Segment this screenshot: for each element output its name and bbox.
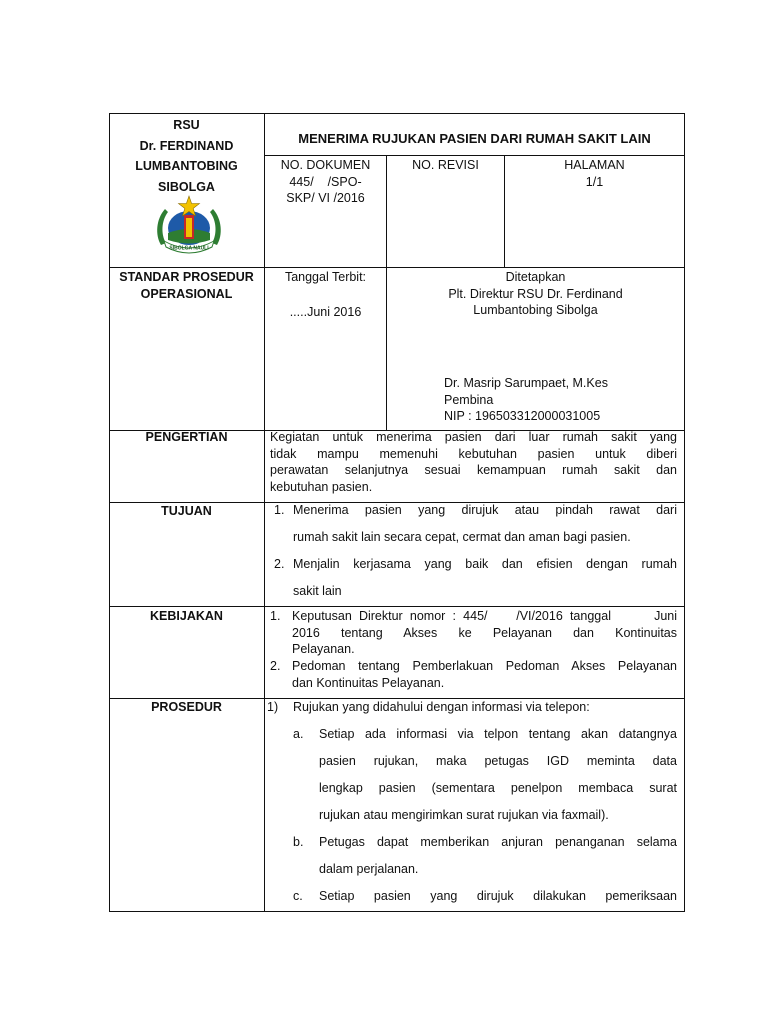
hospital-line-3: LUMBANTOBING xyxy=(135,159,238,173)
tanggal-terbit-value: .....Juni 2016 xyxy=(289,305,362,319)
border-header-bottom xyxy=(109,267,685,268)
spo-label-line-2: OPERASIONAL xyxy=(140,286,233,301)
prosedur-sub-a-line-2: pasien rujukan, maka petugas IGD meminta data xyxy=(319,754,677,768)
hospital-name xyxy=(109,115,264,197)
pengertian-text xyxy=(270,429,677,495)
tujuan-item-1 xyxy=(270,497,677,551)
tanggal-terbit-label: Tanggal Terbit: xyxy=(284,270,367,284)
halaman-cell xyxy=(505,157,684,190)
prosedur-sub-b-line-1: Petugas dapat memberikan anjuran penanganan selama xyxy=(319,835,677,849)
border-label-col xyxy=(264,113,265,912)
ditetapkan-block xyxy=(387,269,684,319)
prosedur-sub-b-line-2: dalam perjalanan. xyxy=(319,862,419,876)
prosedur-item-1-text: Rujukan yang didahului dengan informasi via telepon: xyxy=(293,700,590,714)
hospital-logo xyxy=(153,195,225,257)
prosedur-sub-a-line-1: Setiap ada informasi via telpon tentang akan datangnya xyxy=(319,727,677,741)
kebijakan-item-1-line-2: 2016 tentang Akses ke Pelayanan dan Kontinuitas xyxy=(292,625,677,640)
spo-label-line-1: STANDAR PROSEDUR xyxy=(119,270,254,284)
pengertian-line-2: tidak mampu memenuhi kebutuhan pasien untuk diberi xyxy=(270,446,677,461)
kebijakan-item-1 xyxy=(270,608,677,658)
jabatan-line-2: Lumbantobing Sibolga xyxy=(473,303,598,318)
halaman-label: HALAMAN xyxy=(564,158,625,172)
kebijakan-item-2-line-1: Pedoman tentang Pemberlakuan Pedoman Akses Pelayanan xyxy=(292,659,677,673)
signatory-rank: Pembina xyxy=(444,392,494,407)
prosedur-sub-c xyxy=(293,883,677,910)
no-dokumen-value-1: 445/ /SPO- xyxy=(289,174,362,189)
hospital-line-1: RSU xyxy=(173,118,200,132)
jabatan-line-1: Plt. Direktur RSU Dr. Ferdinand xyxy=(448,286,623,301)
kebijakan-item-2 xyxy=(270,658,677,692)
tujuan-item-2-line-2: sakit lain xyxy=(293,584,342,598)
document-title: MENERIMA RUJUKAN PASIEN DARI RUMAH SAKIT LAIN xyxy=(298,131,651,146)
border-tujuan-bottom xyxy=(109,606,685,607)
pengertian-line-4: kebutuhan pasien. xyxy=(270,479,373,494)
no-dokumen-cell xyxy=(265,157,386,207)
halaman-value: 1/1 xyxy=(585,174,604,189)
hospital-line-2: Dr. FERDINAND xyxy=(139,138,234,153)
ditetapkan-label: Ditetapkan xyxy=(505,270,566,284)
tujuan-item-1-line-1: Menerima pasien yang dirujuk atau pindah rawat dari xyxy=(293,503,677,517)
signatory-name: Dr. Masrip Sarumpaet, M.Kes xyxy=(444,376,608,390)
tujuan-item-1-line-2: rumah sakit lain secara cepat, cermat dan aman bagi pasien. xyxy=(293,530,631,544)
no-dokumen-label: NO. DOKUMEN xyxy=(280,158,371,172)
pengertian-label: PENGERTIAN xyxy=(145,430,228,444)
prosedur-sub-a xyxy=(293,721,677,829)
kebijakan-item-2-line-2: dan Kontinuitas Pelayanan. xyxy=(292,675,445,690)
pengertian-line-1: Kegiatan untuk menerima pasien dari luar rumah sakit yang xyxy=(270,430,677,444)
kebijakan-list xyxy=(270,608,677,692)
prosedur-sub-a-letter: a. xyxy=(293,727,304,741)
border-right xyxy=(684,113,685,912)
no-revisi-label: NO. REVISI xyxy=(412,158,479,172)
no-dokumen-value-2: SKP/ VI /2016 xyxy=(286,191,365,206)
kebijakan-item-1-line-3: Pelayanan. xyxy=(292,642,355,657)
tujuan-item-2 xyxy=(270,551,677,605)
tujuan-list xyxy=(270,497,677,605)
logo-text: SIBOLGA NAULI xyxy=(169,245,209,252)
prosedur-sub-c-line-1: Setiap pasien yang dirujuk dilakukan pemeriksaan xyxy=(319,889,677,903)
kebijakan-label: KEBIJAKAN xyxy=(150,609,223,623)
border-top xyxy=(109,113,685,114)
prosedur-sub-c-letter: c. xyxy=(293,889,303,903)
kebijakan-item-1-num: 1. xyxy=(270,609,281,623)
signatory-block xyxy=(444,375,684,425)
spo-document xyxy=(109,113,685,912)
tujuan-item-1-num: 1. xyxy=(274,503,285,517)
prosedur-sub-b xyxy=(293,829,677,883)
tujuan-item-2-num: 2. xyxy=(274,557,285,571)
border-header-title xyxy=(264,155,685,156)
kebijakan-item-2-num: 2. xyxy=(270,659,281,673)
tujuan-item-2-line-1: Menjalin kerjasama yang baik dan efisien dengan rumah xyxy=(293,557,677,571)
prosedur-sub-b-letter: b. xyxy=(293,835,304,849)
logo-emblem-icon xyxy=(157,196,221,253)
prosedur-sub-a-line-4: rujukan atau mengirimkan surat rujukan via faxmail). xyxy=(319,808,609,822)
tujuan-label: TUJUAN xyxy=(161,504,212,518)
prosedur-sub-list xyxy=(293,721,677,910)
prosedur-label: PROSEDUR xyxy=(151,700,222,714)
prosedur-item-1-num: 1) xyxy=(267,700,279,714)
pengertian-line-3: perawatan selanjutnya sesuai kemampuan rumah sakit dan xyxy=(270,463,677,478)
prosedur-sub-a-line-3: lengkap pasien (sementara penelpon membaca surat xyxy=(319,781,677,795)
signatory-nip: NIP : 196503312000031005 xyxy=(444,409,601,424)
hospital-line-4: SIBOLGA xyxy=(158,179,215,194)
spo-label xyxy=(109,269,264,302)
kebijakan-item-1-line-1: Keputusan Direktur nomor : 445/ /VI/2016 tanggal Juni xyxy=(292,609,677,623)
border-bottom xyxy=(109,911,685,912)
